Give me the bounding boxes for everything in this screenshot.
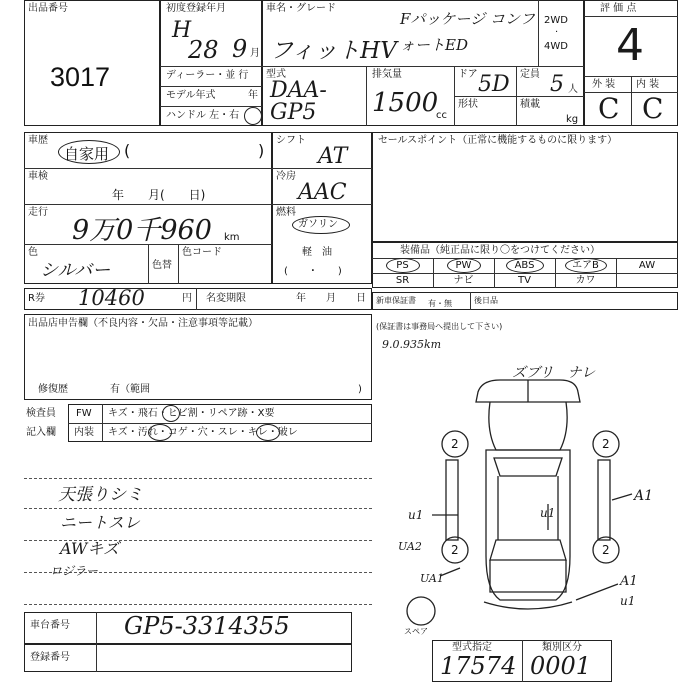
equip-airbag: エアB [572,260,599,271]
fuel-gas: ガソリン [298,219,338,230]
displacement-unit: cc [436,110,447,121]
inspection-label: 車検 [28,171,48,182]
lot-label: 出品番号 [28,3,68,14]
type-value: DAA-GP5 [270,78,327,125]
interior-value: C [642,92,664,125]
grade-label: 評 価 点 [600,3,637,14]
fw-text: キズ・飛石・ヒビ割・リペア跡・X要 [108,408,275,419]
drive-dot: · [555,27,559,38]
mileage-note: 9.0.935km [382,338,442,351]
repair-close: ) [358,384,362,395]
equip-tv: TV [518,275,531,286]
class-label: 類別区分 [542,642,582,653]
fuel-paren: ( ・ ) [284,266,342,277]
mark-ua1: UA1 [420,572,444,585]
repair-label: 修復歴 [38,384,68,395]
lot-number: 3017 [50,62,111,92]
history-open-paren: ( [124,141,131,160]
history-value: 自家用 [64,145,110,163]
aircon-label: 冷房 [276,171,296,182]
date-label: 後日品 [474,296,498,305]
shift-value: AT [318,144,348,169]
note-line-3: AWキズ [60,539,120,558]
note-line-1: 天張りシミ [58,485,143,505]
first-reg-label: 初度登録年月 [166,3,226,14]
equip-leather: カワ [575,275,596,286]
mark-a1-right: A1 [634,488,654,504]
warranty-note: (保証書は事務局へ提出して下さい) [376,322,503,331]
recycle-label: R券 [28,293,45,304]
dealer-label: ディーラー・並 行 [166,70,249,81]
top-note: ズブリ ナレ [512,365,596,381]
type-label: 型式 [266,69,286,80]
door-value: 5D [478,72,510,97]
chassis-label: 車台番号 [30,620,70,631]
fuel-label: 燃料 [276,207,296,218]
mark-u1-left: u1 [408,508,424,522]
reg-number-box [24,644,352,672]
history-label: 車歴 [28,135,48,146]
tire-rl: 2 [451,543,459,557]
door-label: ドア [458,69,478,80]
capacity-unit: 人 [568,84,578,95]
equip-ps: PS [396,260,409,271]
inspection-text: 年 月( 日) [112,188,206,202]
warranty-value: 有・無 [428,299,452,308]
type-designation-label: 型式指定 [452,642,492,653]
equip-abs: ABS [514,260,535,271]
inspector-label-1: 検査員 [26,408,56,419]
capacity-label: 定員 [520,69,540,80]
mileage-value: 9万0千960 [72,215,212,246]
tire-fl: 2 [451,437,459,451]
name-change-label: 名変期限 [206,293,246,304]
load-label: 積載 [520,99,540,110]
history-close-paren: ) [258,141,265,160]
exterior-label: 外 装 [592,79,616,90]
equip-navi: ナビ [453,275,474,286]
model-year-label: モデル年式 [166,90,216,101]
load-unit: kg [566,114,579,125]
mileage-label: 走行 [28,207,48,218]
color-value: シルバー [40,260,111,281]
mark-a1-rear: A1 [620,574,638,589]
drive-2wd: 2WD [544,15,568,26]
score-value: 4 [616,20,644,71]
car-name-label: 車名・グレード [266,3,336,14]
class-value: 0001 [530,652,592,680]
handle-label: ハンドル 左・右 [166,110,240,121]
fw-label: FW [76,408,92,419]
month-unit: 月 [250,48,260,59]
declaration-label: 出品店申告欄（不良内容・欠品・注意事項等記載） [28,318,258,329]
note-line-4: ロジラー [50,564,99,578]
displacement-value: 1500 [372,88,439,118]
color-change-label: 色替 [152,260,172,271]
era-value: H [172,18,192,43]
displacement-label: 排気量 [372,69,402,80]
aircon-value: AAC [298,180,347,205]
capacity-value: 5 [550,72,564,97]
spare-tire [407,597,435,625]
spare-label: スペア [404,627,428,636]
grade-value: Fパッケージ コンフォートED [400,10,535,54]
drive-4wd: 4WD [544,41,568,52]
car-name-value: フィットHV [270,38,397,64]
chassis-value: GP5-3314355 [124,612,290,640]
fuel-diesel: 軽 油 [302,247,332,258]
yen-unit: 円 [182,293,192,304]
color-label: 色 [28,247,38,258]
type-designation-value: 17574 [440,652,517,680]
year-unit: 年 [248,90,258,101]
equip-pw: PW [455,260,472,271]
mark-ua2: UA2 [398,540,422,553]
note-line-2: ニートスレ [60,513,140,532]
mark-u1-rear: u1 [620,594,636,608]
interior-check-label: 内装 [74,427,94,438]
shift-label: シフト [276,135,306,146]
tire-fr: 2 [602,437,610,451]
recycle-value: 10460 [78,286,145,310]
inspector-label-2: 記入欄 [26,427,56,438]
tire-rr: 2 [602,543,610,557]
repair-value: 有（範囲 [110,384,150,395]
mark-u1-center: u1 [540,506,556,520]
reg-number-label: 登録番号 [30,652,70,663]
equipment-label: 装備品（純正品に限り〇をつけてください） [400,245,600,256]
color-code-label: 色コード [182,247,222,258]
warranty-label: 新車保証書 [376,296,416,305]
mileage-unit: km [224,232,240,243]
exterior-value: C [598,92,620,125]
shape-label: 形状 [458,99,478,110]
interior-check-text: キズ・汚れ・コゲ・穴・スレ・キレ・破レ [108,427,298,438]
interior-label: 内 装 [636,79,660,90]
sales-label: セールスポイント（正常に機能するものに限ります） [378,135,618,146]
equip-sr: SR [395,275,410,286]
equip-aw: AW [638,260,656,271]
name-change-text: 年 月 日 [296,293,366,304]
month-value: 9 [232,35,248,63]
year-value: 28 [188,36,219,64]
